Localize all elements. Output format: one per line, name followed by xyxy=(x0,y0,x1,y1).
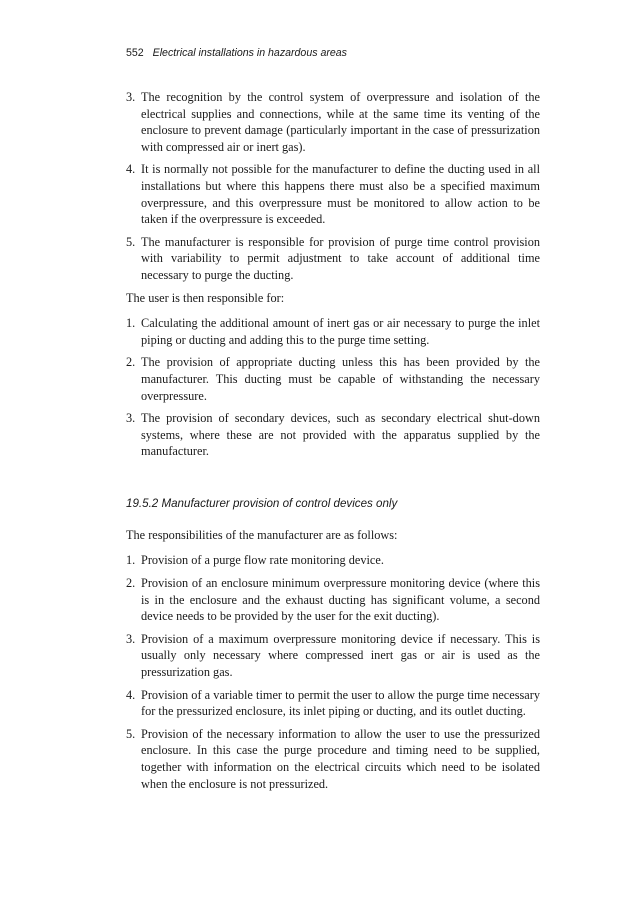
list-item-number: 4. xyxy=(126,162,136,177)
list-item xyxy=(126,410,540,460)
page-number: 552 xyxy=(126,47,144,59)
section-heading: 19.5.2 Manufacturer provision of control devices only xyxy=(126,496,398,510)
list-item-text: Provision of a purge flow rate monitoring device. xyxy=(141,553,384,568)
list-item-number: 5. xyxy=(126,726,136,741)
running-head-title: Electrical installations in hazardous areas xyxy=(152,47,347,59)
list-item-text: Provision of an enclosure minimum overpressure monitoring device (where this is in the enclosure and the exhaust ducting has significant volume, a second device needs to be provided by the user for the exit ducting). xyxy=(141,576,540,624)
list-item-text: The provision of secondary devices, such as secondary electrical shut-down systems, where these are not provided with the apparatus supplied by the manufacturer. xyxy=(141,411,540,459)
list-item xyxy=(126,234,540,284)
list-manufacturer-responsibilities xyxy=(126,552,540,792)
list-item-text: The recognition by the control system of overpressure and isolation of the electrical supplies and connections, while at the same time its venting of the enclosure to prevent damage (particularly important in the case of pressurization with compressed air or inert gas). xyxy=(141,90,540,154)
list-item xyxy=(126,631,540,681)
running-head xyxy=(126,46,546,60)
list-item-number: 2. xyxy=(126,576,136,591)
list-item-text: Calculating the additional amount of inert gas or air necessary to purge the inlet piping or ducting and adding this to the purge time setting. xyxy=(141,316,540,347)
list-item xyxy=(126,89,540,155)
list-item-text: The provision of appropriate ducting unless this has been provided by the manufacturer. This ducting must be capable of withstanding the necessary overpressure. xyxy=(141,355,540,403)
list-item xyxy=(126,575,540,625)
list-user-responsibilities xyxy=(126,315,540,460)
list-item-number: 5. xyxy=(126,234,136,249)
list-item-text: Provision of a maximum overpressure monitoring device if necessary. This is usually only necessary where compressed inert gas or air is used as the pressurization gas. xyxy=(141,631,540,680)
list-item xyxy=(126,726,540,792)
list-item xyxy=(126,687,540,720)
paragraph-user-responsibilities: The user is then responsible for: xyxy=(126,290,285,305)
list-item-number: 4. xyxy=(126,687,136,702)
list-item-number: 3. xyxy=(126,90,136,104)
list-item-number: 1. xyxy=(126,553,136,568)
list-item-text: Provision of a variable timer to permit the user to allow the purge time necessary for the pressurized enclosure, its inlet piping or ducting, and its outlet ducting. xyxy=(141,687,540,719)
list-item-text: The manufacturer is responsible for provision of purge time control provision with variability to permit adjustment to take account of additional time necessary to purge the ducting. xyxy=(141,234,540,282)
list-item-text: Provision of the necessary information to allow the user to use the pressurized enclosure. In this case the purge procedure and timing need to be supplied, together with information on the electrical circuits which need to be isolated when the enclosure is not pressurized. xyxy=(141,726,540,791)
list-item-number: 2. xyxy=(126,355,136,370)
list-item xyxy=(126,161,540,227)
list-item xyxy=(126,552,540,569)
list-item-text: It is normally not possible for the manufacturer to define the ducting used in all installations but where this happens there must also be a specified maximum overpressure, and this overpressure must be monitored to allow action to be taken if the overpressure is exceeded. xyxy=(141,162,540,227)
list-item-number: 3. xyxy=(126,631,136,646)
list-item-number: 3. xyxy=(126,411,136,426)
body-text xyxy=(126,89,540,798)
list-item-number: 1. xyxy=(126,316,136,331)
paragraph-manufacturer-responsibilities: The responsibilities of the manufacturer are as follows: xyxy=(126,527,398,542)
list-item xyxy=(126,315,540,348)
list-manufacturer-continued xyxy=(126,89,540,284)
list-item xyxy=(126,354,540,404)
